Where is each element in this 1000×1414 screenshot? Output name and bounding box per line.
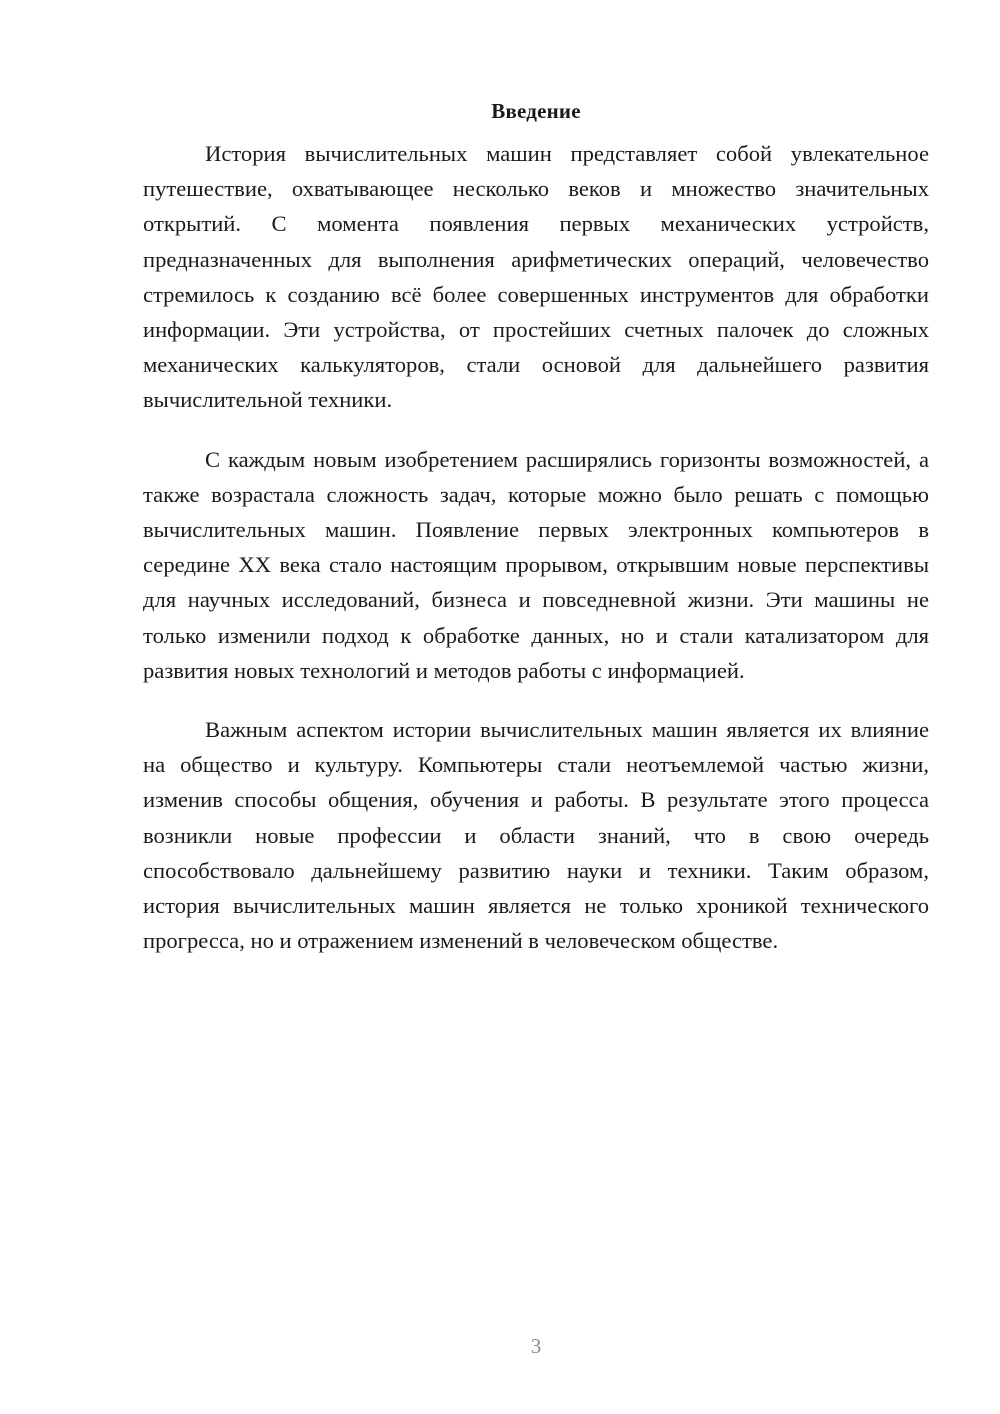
section-title: Введение <box>491 99 581 123</box>
page-number: 3 <box>530 1334 542 1358</box>
paragraph-1: История вычислительных машин представляет собой увлекательное путешествие, охватывающее несколько веков и множество значительных открытий. С момента появления первых механических устройств, предназначенных для выполнения арифметических операций, человечество стремилось к созданию всё более совершенных инструментов для обработки информации. Эти устройства, от простейших счетных палочек до сложных механических калькуляторов, стали основой для дальнейшего развития вычислительной техники. <box>143 141 929 413</box>
paragraph-3: Важным аспектом истории вычислительных машин является их влияние на общество и культуру. Компьютеры стали неотъемлемой частью жизни, изменив способы общения, обучения и работы. В результате этого процесса возникли новые профессии и области знаний, что в свою очередь способствовало дальнейшему развитию науки и техники. Таким образом, история вычислительных машин является не только хроникой технического прогресса, но и отражением изменений в человеческом обществе. <box>143 717 929 954</box>
paragraph-2: С каждым новым изобретением расширялись горизонты возможностей, а также возрастала сложность задач, которые можно было решать с помощью вычислительных машин. Появление первых электронных компьютеров в середине XX века стало настоящим прорывом, открывшим новые перспективы для научных исследований, бизнеса и повседневной жизни. Эти машины не только изменили подход к обработке данных, но и стали катализатором для развития новых технологий и методов работы с информацией. <box>143 446 929 683</box>
page-content <box>143 95 929 982</box>
